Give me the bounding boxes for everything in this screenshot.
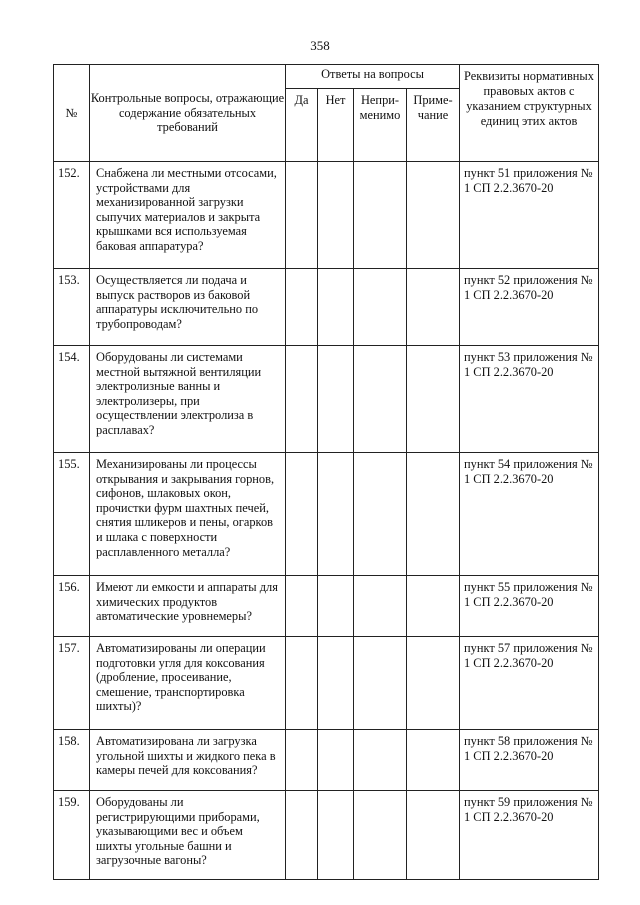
header-row-top bbox=[54, 65, 599, 89]
row-requisite: пункт 58 приложения № 1 СП 2.2.3670-20 bbox=[460, 730, 599, 791]
checklist-table bbox=[53, 64, 599, 880]
answer-no-cell[interactable] bbox=[318, 637, 354, 730]
header-yes: Да bbox=[286, 89, 318, 162]
row-number: 152. bbox=[54, 162, 90, 269]
answer-not-applicable-cell[interactable] bbox=[354, 791, 407, 880]
row-number: 153. bbox=[54, 269, 90, 346]
answer-not-applicable-cell[interactable] bbox=[354, 453, 407, 576]
answer-yes-cell[interactable] bbox=[286, 269, 318, 346]
answer-not-applicable-cell[interactable] bbox=[354, 730, 407, 791]
answer-no-cell[interactable] bbox=[318, 730, 354, 791]
header-number: № bbox=[54, 65, 90, 162]
answer-note-cell[interactable] bbox=[407, 576, 460, 637]
row-requisite: пункт 52 приложения № 1 СП 2.2.3670-20 bbox=[460, 269, 599, 346]
answer-no-cell[interactable] bbox=[318, 791, 354, 880]
row-requisite: пункт 59 приложения № 1 СП 2.2.3670-20 bbox=[460, 791, 599, 880]
answer-no-cell[interactable] bbox=[318, 576, 354, 637]
table-row bbox=[54, 453, 599, 576]
answer-no-cell[interactable] bbox=[318, 453, 354, 576]
header-no: Нет bbox=[318, 89, 354, 162]
row-number: 159. bbox=[54, 791, 90, 880]
row-number: 156. bbox=[54, 576, 90, 637]
header-requisites: Реквизиты нормативных правовых актов с указанием структурных единиц этих актов bbox=[460, 65, 599, 162]
table-row bbox=[54, 576, 599, 637]
answer-not-applicable-cell[interactable] bbox=[354, 576, 407, 637]
page-number: 358 bbox=[310, 38, 330, 53]
table-row bbox=[54, 269, 599, 346]
answer-no-cell[interactable] bbox=[318, 269, 354, 346]
row-requisite: пункт 57 приложения № 1 СП 2.2.3670-20 bbox=[460, 637, 599, 730]
answer-no-cell[interactable] bbox=[318, 162, 354, 269]
table-row bbox=[54, 637, 599, 730]
answer-yes-cell[interactable] bbox=[286, 730, 318, 791]
row-question: Осуществляется ли подача и выпуск растворов из баковой аппаратуры исключительно по трубопроводам? bbox=[90, 269, 286, 346]
table-row bbox=[54, 730, 599, 791]
header-answers: Ответы на вопросы bbox=[286, 65, 460, 89]
answer-note-cell[interactable] bbox=[407, 453, 460, 576]
row-question: Автоматизированы ли операции подготовки угля для коксования (дробление, просеивание, смешение, транспортировка шихты)? bbox=[90, 637, 286, 730]
row-number: 158. bbox=[54, 730, 90, 791]
row-number: 157. bbox=[54, 637, 90, 730]
answer-yes-cell[interactable] bbox=[286, 791, 318, 880]
row-requisite: пункт 55 приложения № 1 СП 2.2.3670-20 bbox=[460, 576, 599, 637]
answer-note-cell[interactable] bbox=[407, 162, 460, 269]
table-row bbox=[54, 346, 599, 453]
row-number: 154. bbox=[54, 346, 90, 453]
table-row bbox=[54, 162, 599, 269]
answer-not-applicable-cell[interactable] bbox=[354, 346, 407, 453]
header-questions: Контрольные вопросы, отражающие содержание обязательных требований bbox=[90, 65, 286, 162]
row-requisite: пункт 54 приложения № 1 СП 2.2.3670-20 bbox=[460, 453, 599, 576]
answer-note-cell[interactable] bbox=[407, 637, 460, 730]
answer-yes-cell[interactable] bbox=[286, 162, 318, 269]
row-number: 155. bbox=[54, 453, 90, 576]
answer-not-applicable-cell[interactable] bbox=[354, 637, 407, 730]
answer-note-cell[interactable] bbox=[407, 269, 460, 346]
header-note: Приме-чание bbox=[407, 89, 460, 162]
answer-not-applicable-cell[interactable] bbox=[354, 269, 407, 346]
answer-yes-cell[interactable] bbox=[286, 637, 318, 730]
row-question: Имеют ли емкости и аппараты для химических продуктов автоматические уровнемеры? bbox=[90, 576, 286, 637]
row-requisite: пункт 53 приложения № 1 СП 2.2.3670-20 bbox=[460, 346, 599, 453]
answer-yes-cell[interactable] bbox=[286, 453, 318, 576]
answer-yes-cell[interactable] bbox=[286, 576, 318, 637]
row-question: Снабжена ли местными отсосами, устройствами для механизированной загрузки сыпучих материалов и закрыта крышками вся используемая баковая аппаратура? bbox=[90, 162, 286, 269]
answer-note-cell[interactable] bbox=[407, 791, 460, 880]
row-question: Автоматизирована ли загрузка угольной шихты и жидкого пека в камеры печей для коксования? bbox=[90, 730, 286, 791]
answer-not-applicable-cell[interactable] bbox=[354, 162, 407, 269]
row-question: Механизированы ли процессы открывания и закрывания горнов, сифонов, шлаковых окон, прочистки фурм шахтных печей, снятия шликеров и пены, огарков и шлака с поверхности расплавленного металла? bbox=[90, 453, 286, 576]
row-question: Оборудованы ли регистрирующими приборами, указывающими вес и объем шихты угольные башни и загрузочные вагоны? bbox=[90, 791, 286, 880]
table-row bbox=[54, 791, 599, 880]
header-not-applicable: Непри-менимо bbox=[354, 89, 407, 162]
answer-note-cell[interactable] bbox=[407, 346, 460, 453]
answer-note-cell[interactable] bbox=[407, 730, 460, 791]
answer-no-cell[interactable] bbox=[318, 346, 354, 453]
answer-yes-cell[interactable] bbox=[286, 346, 318, 453]
row-question: Оборудованы ли системами местной вытяжной вентиляции электролизные ванны и электролизеры, при осуществлении электролиза в расплавах? bbox=[90, 346, 286, 453]
row-requisite: пункт 51 приложения № 1 СП 2.2.3670-20 bbox=[460, 162, 599, 269]
